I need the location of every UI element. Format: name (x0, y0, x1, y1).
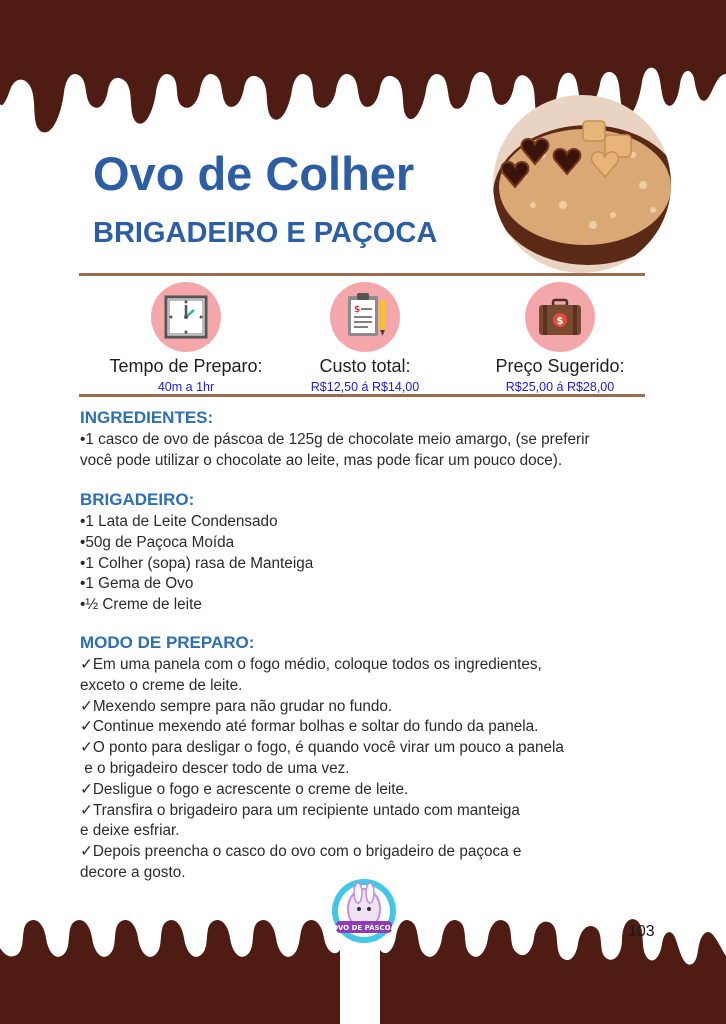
info-label: Preço Sugerido: (495, 356, 625, 376)
list-item: •1 Lata de Leite Condensado (80, 513, 278, 530)
page-subtitle: BRIGADEIRO E PAÇOCA (93, 217, 438, 249)
list-item: ✓Em uma panela com o fogo médio, coloque todos os ingredientes, (80, 656, 542, 673)
list-item: decore a gosto. (80, 863, 186, 881)
divider-top (79, 273, 645, 276)
list-item: •50g de Paçoca Moída (80, 533, 235, 551)
list-item: exceto o creme de leite. (80, 676, 243, 694)
ingredients-heading: INGREDIENTES: (80, 408, 214, 427)
page-title: Ovo de Colher (93, 147, 415, 200)
info-value: 40m a 1hr (157, 380, 215, 394)
list-item: você pode utilizar o chocolate ao leite, mas pode ficar um pouco doce). (80, 451, 563, 469)
briefcase-money-icon (525, 282, 595, 352)
divider-bottom (79, 394, 645, 397)
list-item: ✓Depois preencha o casco do ovo com o brigadeiro de paçoca e (80, 843, 522, 861)
svg-text:$: $ (354, 305, 361, 315)
info-label: Tempo de Preparo: (109, 356, 263, 376)
info-suggested-price (460, 282, 660, 394)
list-item: ✓Desligue o fogo e acrescente o creme de leite. (80, 780, 409, 798)
svg-text:$: $ (556, 316, 564, 327)
list-item: •1 Gema de Ovo (80, 575, 194, 593)
list-item: ✓Continue mexendo até formar bolhas e soltar do fundo da panela. (80, 718, 539, 736)
preparation-heading: MODO DE PREPARO: (80, 633, 255, 652)
list-item: ✓O ponto para desligar o fogo, é quando você virar um pouco a panela (80, 739, 564, 757)
list-item: e o brigadeiro descer todo de uma vez. (80, 759, 350, 777)
egg-photo (493, 95, 671, 273)
list-item: e deixe esfriar. (80, 822, 180, 840)
info-value: R$12,50 á R$14,00 (310, 380, 420, 394)
list-item: •1 casco de ovo de páscoa de 125g de chocolate meio amargo, (se preferir (80, 431, 590, 448)
list-item: •½ Creme de leite (80, 596, 202, 614)
info-prep-time (86, 282, 286, 394)
list-item: •1 Colher (sopa) rasa de Manteiga (80, 554, 314, 572)
list-item: ✓Transfira o brigadeiro para um recipiente untado com manteiga (80, 801, 520, 819)
info-total-cost (265, 282, 465, 394)
info-value: R$25,00 á R$28,00 (505, 380, 615, 394)
page-number: 103 (628, 923, 655, 940)
clipboard-icon (330, 282, 400, 352)
clock-icon (151, 282, 221, 352)
info-label: Custo total: (319, 356, 411, 376)
easter-egg-logo (330, 877, 398, 945)
brigadeiro-heading: BRIGADEIRO: (80, 490, 195, 509)
svg-text:OVO DE PÁSCOA: OVO DE PÁSCOA (332, 924, 396, 932)
preparation-steps (80, 655, 564, 884)
ingredients-list (80, 430, 590, 472)
list-item: ✓Mexendo sempre para não grudar no fundo. (80, 697, 393, 715)
brigadeiro-list (80, 512, 313, 616)
